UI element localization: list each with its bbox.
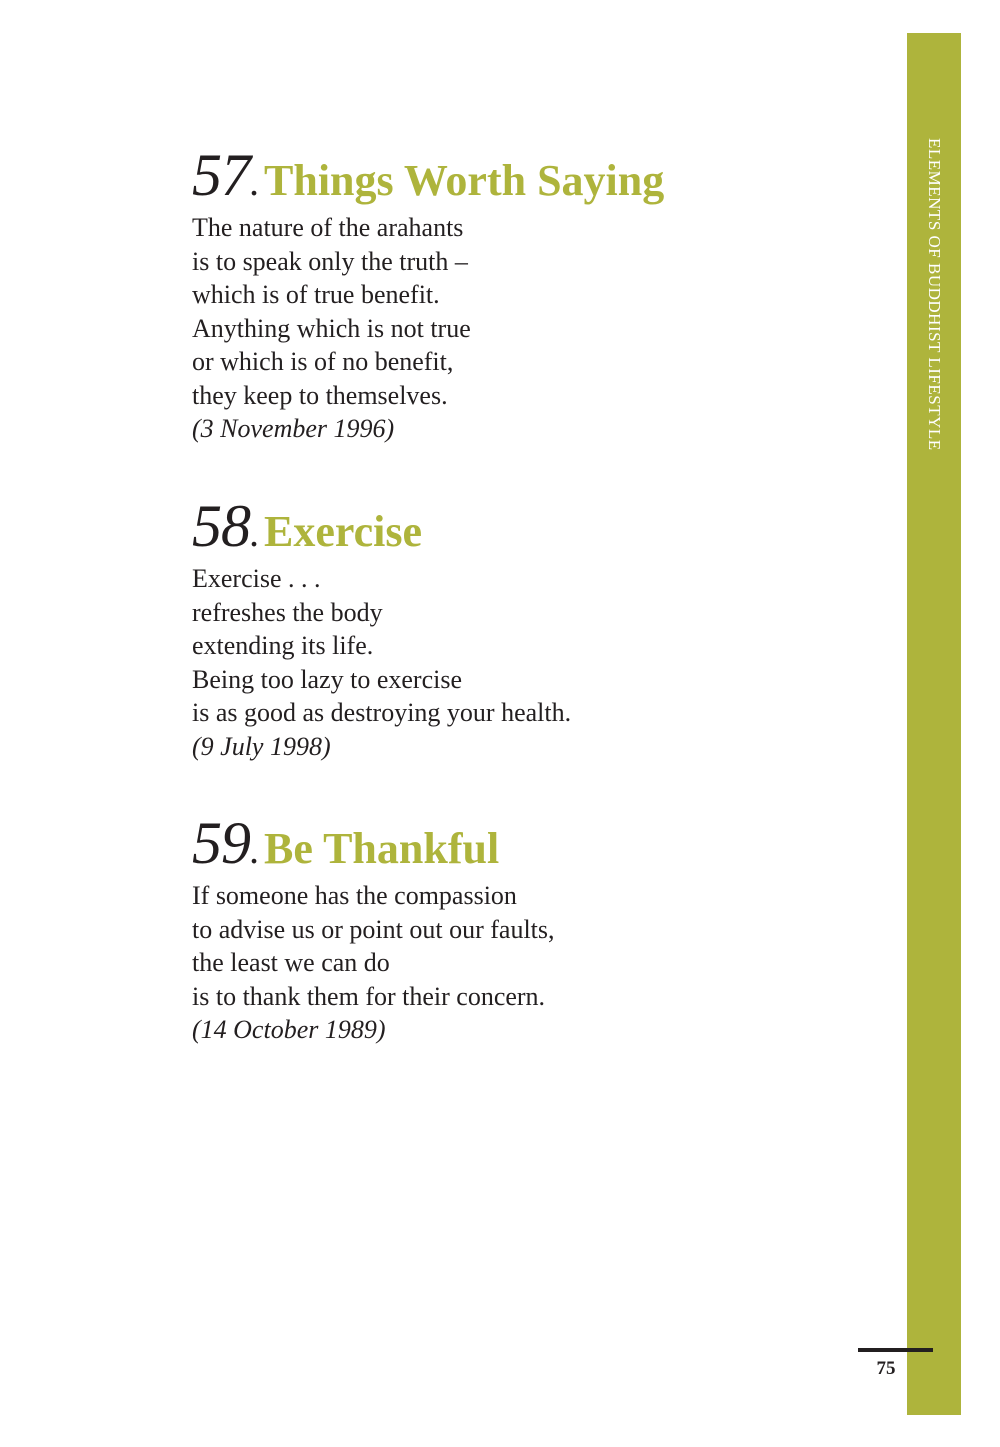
section-date: (14 October 1989) <box>192 1015 386 1044</box>
body-line: Being too lazy to exercise <box>192 664 463 694</box>
section-number: 58 <box>192 493 250 559</box>
body-line: Anything which is not true <box>192 313 471 343</box>
section-number-dot: . <box>250 827 260 872</box>
section-number: 59 <box>192 810 250 876</box>
footer-rule <box>858 1348 933 1352</box>
chapter-title: ELEMENTS OF BUDDHIST LIFESTYLE <box>925 138 944 451</box>
section-heading <box>192 142 872 208</box>
body-line: the least we can do <box>192 948 390 977</box>
section-body <box>192 211 872 446</box>
section-heading <box>192 810 872 876</box>
section-59 <box>192 810 872 1047</box>
body-line: or which is of no benefit, <box>192 347 454 376</box>
body-line: refreshes the body <box>192 597 383 627</box>
section-body <box>192 879 872 1047</box>
body-line: extending its life. <box>192 631 374 660</box>
section-title: Be Thankful <box>264 824 500 873</box>
section-number: 57 <box>192 142 250 208</box>
section-body <box>192 562 872 763</box>
body-line: Exercise . . . <box>192 564 321 593</box>
body-line: The nature of the arahants <box>192 213 464 242</box>
section-title: Exercise <box>264 507 423 556</box>
section-58 <box>192 493 872 763</box>
section-date: (3 November 1996) <box>192 414 395 443</box>
section-date: (9 July 1998) <box>192 731 331 761</box>
section-number-dot: . <box>250 159 260 204</box>
section-57 <box>192 142 872 446</box>
body-line: is to speak only the truth – <box>192 246 468 276</box>
section-heading <box>192 493 872 559</box>
section-number-dot: . <box>250 510 260 555</box>
body-line: they keep to themselves. <box>192 380 448 410</box>
body-line: is to thank them for their concern. <box>192 981 546 1011</box>
page-number: 75 <box>876 1358 896 1379</box>
body-line: to advise us or point out our faults, <box>192 914 555 944</box>
body-line: If someone has the compassion <box>192 881 517 910</box>
body-line: which is of true benefit. <box>192 280 440 309</box>
body-line: is as good as destroying your health. <box>192 698 572 727</box>
section-title: Things Worth Saying <box>264 156 665 205</box>
